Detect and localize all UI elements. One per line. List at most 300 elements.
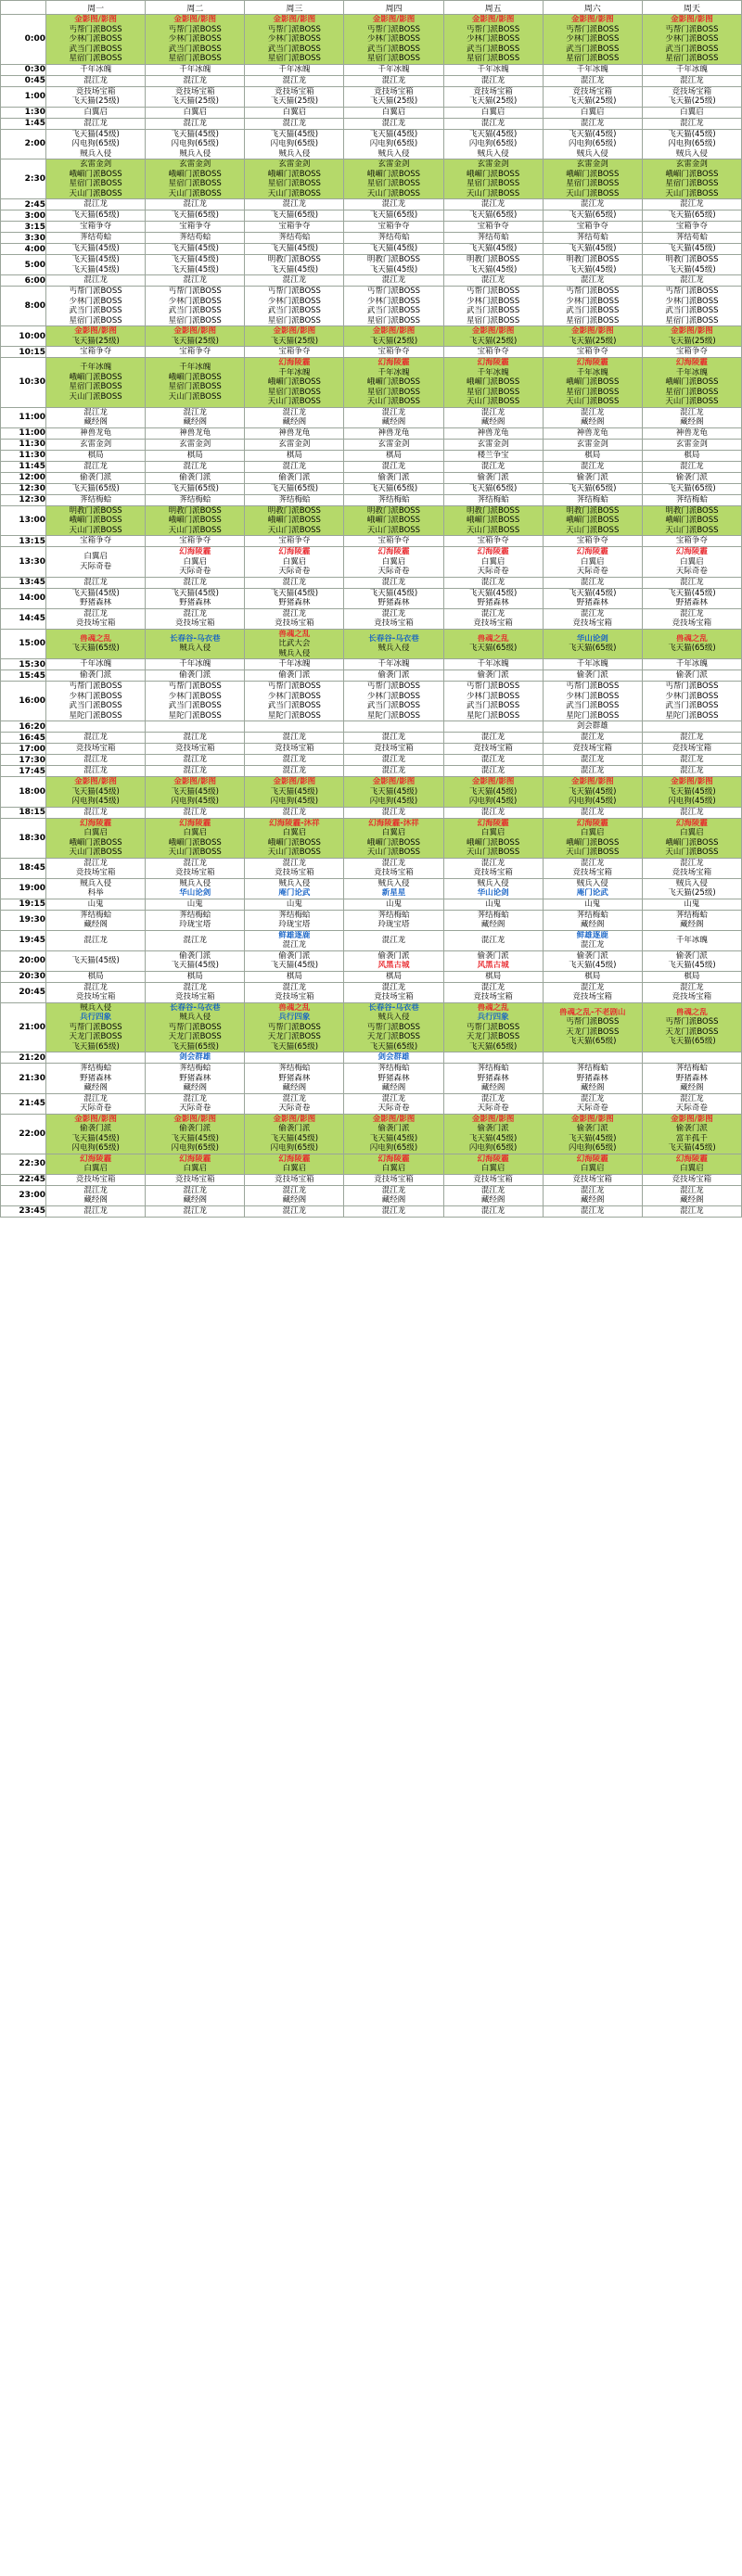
schedule-cell[interactable]: [642, 1174, 741, 1185]
schedule-cell[interactable]: [245, 15, 344, 65]
schedule-cell[interactable]: [146, 930, 245, 950]
schedule-cell[interactable]: [642, 1052, 741, 1064]
schedule-cell[interactable]: [642, 255, 741, 275]
schedule-cell[interactable]: [146, 483, 245, 494]
schedule-cell[interactable]: [146, 721, 245, 733]
schedule-cell[interactable]: [146, 910, 245, 930]
schedule-cell[interactable]: [543, 159, 642, 199]
schedule-cell[interactable]: [344, 950, 443, 971]
schedule-cell[interactable]: [543, 107, 642, 118]
schedule-cell[interactable]: [543, 483, 642, 494]
schedule-cell[interactable]: [46, 577, 146, 588]
schedule-cell[interactable]: [543, 536, 642, 547]
schedule-cell[interactable]: [46, 659, 146, 670]
schedule-cell[interactable]: [443, 407, 543, 427]
schedule-cell[interactable]: [543, 407, 642, 427]
schedule-cell[interactable]: [146, 199, 245, 210]
schedule-cell[interactable]: [146, 670, 245, 682]
schedule-cell[interactable]: [344, 1064, 443, 1094]
schedule-cell[interactable]: [642, 1205, 741, 1217]
schedule-cell[interactable]: [642, 86, 741, 107]
schedule-cell[interactable]: [443, 255, 543, 275]
schedule-cell[interactable]: [46, 670, 146, 682]
schedule-cell[interactable]: [543, 777, 642, 808]
schedule-cell[interactable]: [642, 547, 741, 578]
schedule-cell[interactable]: [245, 275, 344, 287]
schedule-cell[interactable]: [344, 494, 443, 505]
schedule-cell[interactable]: [46, 682, 146, 721]
schedule-cell[interactable]: [543, 858, 642, 878]
schedule-cell[interactable]: [443, 807, 543, 818]
schedule-cell[interactable]: [443, 670, 543, 682]
schedule-cell[interactable]: [245, 766, 344, 777]
schedule-cell[interactable]: [443, 1185, 543, 1205]
schedule-cell[interactable]: [543, 358, 642, 408]
schedule-cell[interactable]: [245, 326, 344, 347]
schedule-cell[interactable]: [642, 721, 741, 733]
schedule-cell[interactable]: [543, 670, 642, 682]
schedule-cell[interactable]: [146, 75, 245, 86]
schedule-cell[interactable]: [443, 818, 543, 858]
schedule-cell[interactable]: [642, 287, 741, 326]
schedule-cell[interactable]: [146, 1154, 245, 1174]
schedule-cell[interactable]: [344, 347, 443, 358]
schedule-cell[interactable]: [344, 222, 443, 233]
schedule-cell[interactable]: [46, 407, 146, 427]
schedule-cell[interactable]: [46, 15, 146, 65]
schedule-cell[interactable]: [46, 1174, 146, 1185]
schedule-cell[interactable]: [443, 1174, 543, 1185]
schedule-cell[interactable]: [543, 818, 642, 858]
schedule-cell[interactable]: [344, 472, 443, 483]
schedule-cell[interactable]: [344, 107, 443, 118]
schedule-cell[interactable]: [146, 629, 245, 659]
schedule-cell[interactable]: [46, 755, 146, 766]
schedule-cell[interactable]: [46, 1002, 146, 1052]
schedule-cell[interactable]: [46, 547, 146, 578]
schedule-cell[interactable]: [245, 129, 344, 159]
schedule-cell[interactable]: [245, 1052, 344, 1064]
schedule-cell[interactable]: [245, 1002, 344, 1052]
schedule-cell[interactable]: [642, 326, 741, 347]
schedule-cell[interactable]: [245, 233, 344, 244]
schedule-cell[interactable]: [146, 210, 245, 222]
schedule-cell[interactable]: [443, 275, 543, 287]
schedule-cell[interactable]: [543, 326, 642, 347]
schedule-cell[interactable]: [543, 733, 642, 744]
schedule-cell[interactable]: [543, 287, 642, 326]
schedule-cell[interactable]: [642, 777, 741, 808]
schedule-cell[interactable]: [245, 505, 344, 536]
schedule-cell[interactable]: [543, 878, 642, 899]
schedule-cell[interactable]: [642, 64, 741, 75]
schedule-cell[interactable]: [443, 1114, 543, 1154]
schedule-cell[interactable]: [46, 807, 146, 818]
schedule-cell[interactable]: [642, 494, 741, 505]
schedule-cell[interactable]: [46, 427, 146, 439]
schedule-cell[interactable]: [344, 64, 443, 75]
schedule-cell[interactable]: [543, 505, 642, 536]
schedule-cell[interactable]: [46, 1093, 146, 1114]
schedule-cell[interactable]: [642, 588, 741, 608]
schedule-cell[interactable]: [543, 427, 642, 439]
schedule-cell[interactable]: [46, 118, 146, 129]
schedule-cell[interactable]: [245, 86, 344, 107]
schedule-cell[interactable]: [245, 222, 344, 233]
schedule-cell[interactable]: [443, 244, 543, 255]
schedule-cell[interactable]: [245, 899, 344, 910]
schedule-cell[interactable]: [245, 721, 344, 733]
schedule-cell[interactable]: [443, 1154, 543, 1174]
schedule-cell[interactable]: [443, 222, 543, 233]
schedule-cell[interactable]: [146, 472, 245, 483]
schedule-cell[interactable]: [443, 1205, 543, 1217]
schedule-cell[interactable]: [443, 744, 543, 755]
schedule-cell[interactable]: [46, 210, 146, 222]
schedule-cell[interactable]: [245, 1093, 344, 1114]
schedule-cell[interactable]: [642, 971, 741, 982]
schedule-cell[interactable]: [543, 86, 642, 107]
schedule-cell[interactable]: [543, 129, 642, 159]
schedule-cell[interactable]: [443, 577, 543, 588]
schedule-cell[interactable]: [344, 427, 443, 439]
schedule-cell[interactable]: [443, 755, 543, 766]
schedule-cell[interactable]: [543, 1114, 642, 1154]
schedule-cell[interactable]: [344, 326, 443, 347]
schedule-cell[interactable]: [443, 75, 543, 86]
schedule-cell[interactable]: [443, 483, 543, 494]
schedule-cell[interactable]: [146, 1002, 245, 1052]
schedule-cell[interactable]: [146, 971, 245, 982]
schedule-cell[interactable]: [642, 505, 741, 536]
schedule-cell[interactable]: [642, 427, 741, 439]
schedule-cell[interactable]: [344, 159, 443, 199]
schedule-cell[interactable]: [443, 659, 543, 670]
schedule-cell[interactable]: [543, 547, 642, 578]
schedule-cell[interactable]: [245, 744, 344, 755]
schedule-cell[interactable]: [443, 64, 543, 75]
schedule-cell[interactable]: [46, 159, 146, 199]
schedule-cell[interactable]: [443, 682, 543, 721]
schedule-cell[interactable]: [443, 129, 543, 159]
schedule-cell[interactable]: [642, 766, 741, 777]
schedule-cell[interactable]: [642, 450, 741, 461]
schedule-cell[interactable]: [146, 427, 245, 439]
schedule-cell[interactable]: [642, 733, 741, 744]
schedule-cell[interactable]: [344, 733, 443, 744]
schedule-cell[interactable]: [344, 1002, 443, 1052]
schedule-cell[interactable]: [46, 505, 146, 536]
schedule-cell[interactable]: [46, 358, 146, 408]
schedule-cell[interactable]: [443, 588, 543, 608]
schedule-cell[interactable]: [46, 930, 146, 950]
schedule-cell[interactable]: [245, 670, 344, 682]
schedule-cell[interactable]: [443, 159, 543, 199]
schedule-cell[interactable]: [146, 858, 245, 878]
schedule-cell[interactable]: [146, 244, 245, 255]
schedule-cell[interactable]: [46, 1185, 146, 1205]
schedule-cell[interactable]: [543, 588, 642, 608]
schedule-cell[interactable]: [344, 483, 443, 494]
schedule-cell[interactable]: [146, 326, 245, 347]
schedule-cell[interactable]: [642, 930, 741, 950]
schedule-cell[interactable]: [245, 910, 344, 930]
schedule-cell[interactable]: [443, 199, 543, 210]
schedule-cell[interactable]: [543, 1174, 642, 1185]
schedule-cell[interactable]: [642, 275, 741, 287]
schedule-cell[interactable]: [146, 1185, 245, 1205]
schedule-cell[interactable]: [245, 439, 344, 450]
schedule-cell[interactable]: [46, 629, 146, 659]
schedule-cell[interactable]: [443, 287, 543, 326]
schedule-cell[interactable]: [543, 64, 642, 75]
schedule-cell[interactable]: [543, 494, 642, 505]
schedule-cell[interactable]: [543, 275, 642, 287]
schedule-cell[interactable]: [245, 982, 344, 1002]
schedule-cell[interactable]: [146, 107, 245, 118]
schedule-cell[interactable]: [642, 878, 741, 899]
schedule-cell[interactable]: [543, 1205, 642, 1217]
schedule-cell[interactable]: [245, 577, 344, 588]
schedule-cell[interactable]: [543, 1154, 642, 1174]
schedule-cell[interactable]: [245, 159, 344, 199]
schedule-cell[interactable]: [443, 118, 543, 129]
schedule-cell[interactable]: [443, 721, 543, 733]
schedule-cell[interactable]: [146, 1114, 245, 1154]
schedule-cell[interactable]: [344, 505, 443, 536]
schedule-cell[interactable]: [344, 1185, 443, 1205]
schedule-cell[interactable]: [46, 1154, 146, 1174]
schedule-cell[interactable]: [642, 950, 741, 971]
schedule-cell[interactable]: [245, 472, 344, 483]
schedule-cell[interactable]: [245, 358, 344, 408]
schedule-cell[interactable]: [543, 1002, 642, 1052]
schedule-cell[interactable]: [642, 483, 741, 494]
schedule-cell[interactable]: [146, 347, 245, 358]
schedule-cell[interactable]: [344, 858, 443, 878]
schedule-cell[interactable]: [245, 547, 344, 578]
schedule-cell[interactable]: [344, 244, 443, 255]
schedule-cell[interactable]: [344, 255, 443, 275]
schedule-cell[interactable]: [642, 1154, 741, 1174]
schedule-cell[interactable]: [344, 233, 443, 244]
schedule-cell[interactable]: [344, 199, 443, 210]
schedule-cell[interactable]: [443, 766, 543, 777]
schedule-cell[interactable]: [344, 450, 443, 461]
schedule-cell[interactable]: [245, 971, 344, 982]
schedule-cell[interactable]: [146, 878, 245, 899]
schedule-cell[interactable]: [46, 766, 146, 777]
schedule-cell[interactable]: [543, 930, 642, 950]
schedule-cell[interactable]: [146, 118, 245, 129]
schedule-cell[interactable]: [344, 899, 443, 910]
schedule-cell[interactable]: [642, 347, 741, 358]
schedule-cell[interactable]: [245, 287, 344, 326]
schedule-cell[interactable]: [146, 807, 245, 818]
schedule-cell[interactable]: [443, 233, 543, 244]
schedule-cell[interactable]: [46, 461, 146, 472]
schedule-cell[interactable]: [245, 1174, 344, 1185]
schedule-cell[interactable]: [443, 971, 543, 982]
schedule-cell[interactable]: [543, 118, 642, 129]
schedule-cell[interactable]: [344, 629, 443, 659]
schedule-cell[interactable]: [146, 358, 245, 408]
schedule-cell[interactable]: [543, 233, 642, 244]
schedule-cell[interactable]: [245, 427, 344, 439]
schedule-cell[interactable]: [642, 536, 741, 547]
schedule-cell[interactable]: [443, 950, 543, 971]
schedule-cell[interactable]: [245, 64, 344, 75]
schedule-cell[interactable]: [46, 233, 146, 244]
schedule-cell[interactable]: [642, 910, 741, 930]
schedule-cell[interactable]: [146, 766, 245, 777]
schedule-cell[interactable]: [245, 407, 344, 427]
schedule-cell[interactable]: [245, 1154, 344, 1174]
schedule-cell[interactable]: [146, 1205, 245, 1217]
schedule-cell[interactable]: [46, 950, 146, 971]
schedule-cell[interactable]: [642, 407, 741, 427]
schedule-cell[interactable]: [344, 407, 443, 427]
schedule-cell[interactable]: [344, 129, 443, 159]
schedule-cell[interactable]: [146, 1174, 245, 1185]
schedule-cell[interactable]: [146, 744, 245, 755]
schedule-cell[interactable]: [543, 950, 642, 971]
schedule-cell[interactable]: [642, 899, 741, 910]
schedule-cell[interactable]: [543, 659, 642, 670]
schedule-cell[interactable]: [443, 536, 543, 547]
schedule-cell[interactable]: [46, 75, 146, 86]
schedule-cell[interactable]: [344, 1205, 443, 1217]
schedule-cell[interactable]: [443, 358, 543, 408]
schedule-cell[interactable]: [543, 899, 642, 910]
schedule-cell[interactable]: [146, 1064, 245, 1094]
schedule-cell[interactable]: [245, 210, 344, 222]
schedule-cell[interactable]: [642, 1064, 741, 1094]
schedule-cell[interactable]: [245, 858, 344, 878]
schedule-cell[interactable]: [46, 483, 146, 494]
schedule-cell[interactable]: [642, 233, 741, 244]
schedule-cell[interactable]: [443, 1093, 543, 1114]
schedule-cell[interactable]: [344, 210, 443, 222]
schedule-cell[interactable]: [344, 439, 443, 450]
schedule-cell[interactable]: [146, 505, 245, 536]
schedule-cell[interactable]: [245, 107, 344, 118]
schedule-cell[interactable]: [543, 75, 642, 86]
schedule-cell[interactable]: [245, 629, 344, 659]
schedule-cell[interactable]: [543, 472, 642, 483]
schedule-cell[interactable]: [46, 326, 146, 347]
schedule-cell[interactable]: [443, 1052, 543, 1064]
schedule-cell[interactable]: [46, 1064, 146, 1094]
schedule-cell[interactable]: [245, 588, 344, 608]
schedule-cell[interactable]: [146, 536, 245, 547]
schedule-cell[interactable]: [443, 439, 543, 450]
schedule-cell[interactable]: [146, 1093, 245, 1114]
schedule-cell[interactable]: [245, 659, 344, 670]
schedule-cell[interactable]: [443, 629, 543, 659]
schedule-cell[interactable]: [46, 107, 146, 118]
schedule-cell[interactable]: [245, 1064, 344, 1094]
schedule-cell[interactable]: [443, 461, 543, 472]
schedule-cell[interactable]: [146, 15, 245, 65]
schedule-cell[interactable]: [344, 1052, 443, 1064]
schedule-cell[interactable]: [543, 439, 642, 450]
schedule-cell[interactable]: [146, 407, 245, 427]
schedule-cell[interactable]: [443, 494, 543, 505]
schedule-cell[interactable]: [46, 878, 146, 899]
schedule-cell[interactable]: [443, 858, 543, 878]
schedule-cell[interactable]: [245, 255, 344, 275]
schedule-cell[interactable]: [443, 107, 543, 118]
schedule-cell[interactable]: [642, 1093, 741, 1114]
schedule-cell[interactable]: [146, 547, 245, 578]
schedule-cell[interactable]: [146, 439, 245, 450]
schedule-cell[interactable]: [344, 818, 443, 858]
schedule-cell[interactable]: [46, 472, 146, 483]
schedule-cell[interactable]: [344, 577, 443, 588]
schedule-cell[interactable]: [344, 547, 443, 578]
schedule-cell[interactable]: [642, 118, 741, 129]
schedule-cell[interactable]: [443, 777, 543, 808]
schedule-cell[interactable]: [443, 910, 543, 930]
schedule-cell[interactable]: [46, 275, 146, 287]
schedule-cell[interactable]: [344, 930, 443, 950]
schedule-cell[interactable]: [245, 450, 344, 461]
schedule-cell[interactable]: [46, 255, 146, 275]
schedule-cell[interactable]: [46, 450, 146, 461]
schedule-cell[interactable]: [344, 777, 443, 808]
schedule-cell[interactable]: [46, 982, 146, 1002]
schedule-cell[interactable]: [642, 744, 741, 755]
schedule-cell[interactable]: [146, 86, 245, 107]
schedule-cell[interactable]: [642, 107, 741, 118]
schedule-cell[interactable]: [146, 950, 245, 971]
schedule-cell[interactable]: [146, 129, 245, 159]
schedule-cell[interactable]: [642, 755, 741, 766]
schedule-cell[interactable]: [245, 878, 344, 899]
schedule-cell[interactable]: [443, 982, 543, 1002]
schedule-cell[interactable]: [543, 244, 642, 255]
schedule-cell[interactable]: [642, 1114, 741, 1154]
schedule-cell[interactable]: [146, 450, 245, 461]
schedule-cell[interactable]: [642, 210, 741, 222]
schedule-cell[interactable]: [642, 244, 741, 255]
schedule-cell[interactable]: [146, 494, 245, 505]
schedule-cell[interactable]: [46, 608, 146, 629]
schedule-cell[interactable]: [543, 222, 642, 233]
schedule-cell[interactable]: [543, 15, 642, 65]
schedule-cell[interactable]: [46, 347, 146, 358]
schedule-cell[interactable]: [344, 118, 443, 129]
schedule-cell[interactable]: [543, 461, 642, 472]
schedule-cell[interactable]: [146, 818, 245, 858]
schedule-cell[interactable]: [443, 347, 543, 358]
schedule-cell[interactable]: [443, 15, 543, 65]
schedule-cell[interactable]: [443, 210, 543, 222]
schedule-cell[interactable]: [245, 461, 344, 472]
schedule-cell[interactable]: [46, 222, 146, 233]
schedule-cell[interactable]: [146, 682, 245, 721]
schedule-cell[interactable]: [642, 461, 741, 472]
schedule-cell[interactable]: [443, 878, 543, 899]
schedule-cell[interactable]: [245, 755, 344, 766]
schedule-cell[interactable]: [443, 472, 543, 483]
schedule-cell[interactable]: [46, 777, 146, 808]
schedule-cell[interactable]: [344, 682, 443, 721]
schedule-cell[interactable]: [46, 733, 146, 744]
schedule-cell[interactable]: [642, 199, 741, 210]
schedule-cell[interactable]: [46, 721, 146, 733]
